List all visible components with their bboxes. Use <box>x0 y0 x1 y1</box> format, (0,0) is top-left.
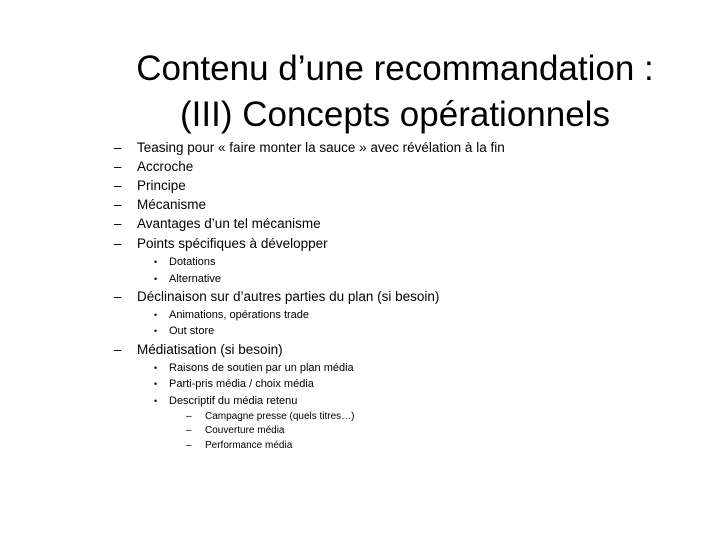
dash-marker: – <box>114 236 122 251</box>
dash-marker: – <box>114 159 122 174</box>
bullet-marker: • <box>154 396 158 406</box>
bullet-marker: • <box>154 274 158 284</box>
list-item <box>154 255 216 269</box>
list-item <box>114 158 194 176</box>
list-item-text: Descriptif du média retenu <box>169 395 298 407</box>
dash-marker: – <box>186 440 192 451</box>
dash-marker: – <box>186 425 192 436</box>
dash-marker: – <box>114 178 122 193</box>
list-item-text: Parti-pris média / choix média <box>169 378 314 390</box>
list-item <box>114 215 321 233</box>
list-item-text: Teasing pour « faire monter la sauce » avec révélation à la fin <box>137 140 505 155</box>
list-item <box>154 361 354 375</box>
list-item <box>154 324 215 338</box>
bullet-marker: • <box>154 310 158 320</box>
bullet-marker: • <box>154 363 158 373</box>
list-item <box>186 439 293 452</box>
list-item <box>114 196 207 214</box>
list-item-text: Out store <box>169 325 215 337</box>
list-item <box>154 377 314 391</box>
dash-marker: – <box>114 197 122 212</box>
list-item <box>154 272 221 286</box>
dash-marker: – <box>114 289 122 304</box>
list-item <box>114 139 505 157</box>
list-item-text: Médiatisation (si besoin) <box>137 342 283 357</box>
list-item-text: Déclinaison sur d’autres parties du plan (si besoin) <box>137 289 440 304</box>
list-item-text: Animations, opérations trade <box>169 309 310 321</box>
bullet-marker: • <box>154 326 158 336</box>
list-item <box>186 410 355 423</box>
list-item-text: Performance média <box>205 440 293 451</box>
list-item <box>114 235 328 253</box>
list-item-text: Points spécifiques à développer <box>137 236 328 251</box>
list-item-text: Mécanisme <box>137 197 207 212</box>
list-item-text: Principe <box>137 178 186 193</box>
title-line-1: Contenu d’une recommandation : <box>136 49 654 88</box>
dash-marker: – <box>186 411 192 422</box>
bullet-marker: • <box>154 257 158 267</box>
list-item-text: Avantages d’un tel mécanisme <box>137 216 321 231</box>
dash-marker: – <box>114 216 122 231</box>
title-line-2: (III) Concepts opérationnels <box>180 95 610 134</box>
dash-marker: – <box>114 140 122 155</box>
list-item-text: Alternative <box>169 273 221 285</box>
list-item <box>114 177 186 195</box>
bullet-marker: • <box>154 379 158 389</box>
list-item <box>186 424 285 437</box>
list-item-text: Raisons de soutien par un plan média <box>169 362 354 374</box>
list-item-text: Accroche <box>137 159 194 174</box>
dash-marker: – <box>114 342 122 357</box>
list-item-text: Dotations <box>169 256 216 268</box>
list-item <box>154 308 310 322</box>
list-item <box>114 288 440 306</box>
list-item <box>114 341 283 359</box>
list-item-text: Couverture média <box>205 425 285 436</box>
list-item-text: Campagne presse (quels titres…) <box>205 411 355 422</box>
list-item <box>154 394 298 408</box>
